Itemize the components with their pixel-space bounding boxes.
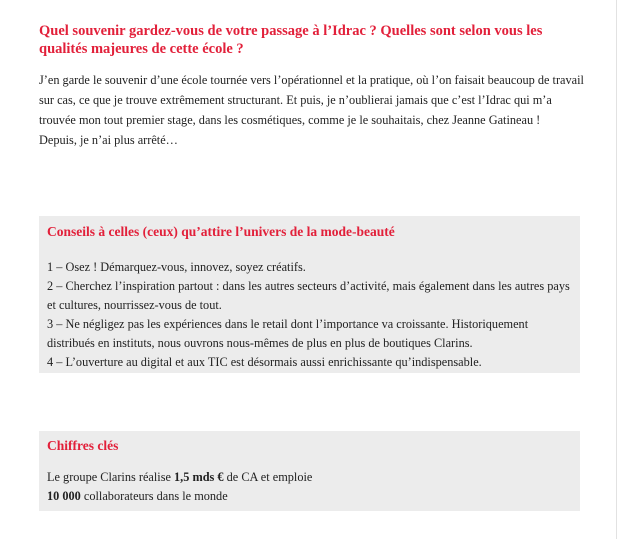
key-figure-employees — [47, 487, 574, 506]
answer-closing: Depuis, je n’ai plus arrêté… — [39, 133, 178, 147]
key-figure-revenue — [47, 468, 574, 487]
advice-item-2: 2 – Cherchez l’inspiration partout : dans les autres secteurs d’activité, mais également dans les autres pays et cultures, nourrissez-vous de tout. — [47, 279, 570, 312]
key-figures-text — [47, 468, 574, 506]
advice-box — [39, 216, 580, 373]
interview-question: Quel souvenir gardez-vous de votre passage à l’Idrac ? Quelles sont selon vous les qualités majeures de cette école ? — [39, 23, 543, 57]
key-figures-title: Chiffres clés — [47, 438, 119, 453]
advice-list — [47, 258, 574, 372]
advice-item-1: 1 – Osez ! Démarquez-vous, innovez, soyez créatifs. — [47, 260, 306, 274]
interview-answer — [39, 70, 589, 150]
revenue-prefix: Le groupe Clarins réalise — [47, 470, 175, 484]
advice-title: Conseils à celles (ceux) qu’attire l’univers de la mode-beauté — [47, 224, 395, 239]
revenue-value: 1,5 mds € — [174, 470, 224, 484]
revenue-suffix: de CA et emploie — [223, 470, 313, 484]
answer-paragraph: J’en garde le souvenir d’une école tournée vers l’opérationnel et la pratique, où l’on faisait beaucoup de travail sur cas, ce que je trouve extrêmement structurant. Et puis, je n’oublierai jamais que c’est l’Idrac qui m’a trouvée mon tout premier stage, dans les cosmétiques, comme je le souhaitais, chez Jeanne Gatineau ! — [39, 73, 584, 127]
employees-suffix: collaborateurs dans le monde — [80, 489, 228, 503]
employees-value: 10 000 — [47, 489, 81, 503]
advice-item-4: 4 – L’ouverture au digital et aux TIC est désormais aussi enrichissante qu’indispensable. — [47, 355, 482, 369]
advice-item-3: 3 – Ne négligez pas les expériences dans le retail dont l’importance va croissante. Historiquement distribués en instituts, nous ouvrons nous-mêmes de plus en plus de boutiques Clarins. — [47, 317, 529, 350]
key-figures-box — [39, 431, 580, 511]
